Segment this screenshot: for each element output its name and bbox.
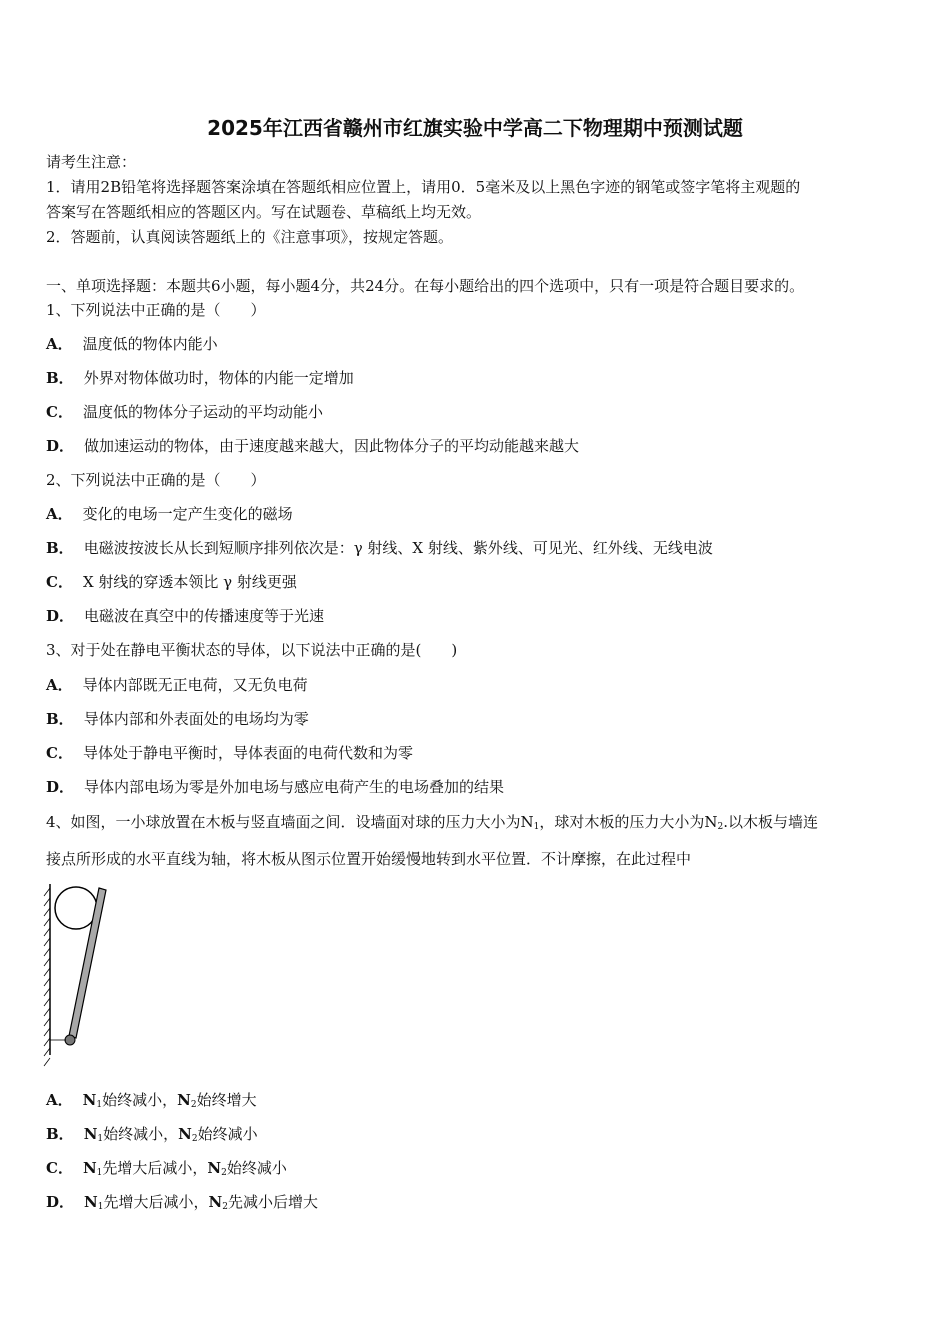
q2-option-d (46, 606, 324, 626)
option-label: C． (46, 403, 73, 421)
subscript: 1 (97, 1134, 104, 1144)
pivot (65, 1035, 75, 1045)
subscript: 2 (191, 1134, 198, 1144)
question-4-stem-line-2: 接点所形成的水平直线为轴，将木板从图示位置开始缓慢地转到水平位置．不计摩擦，在此过程中 (46, 850, 692, 868)
subscript: 1 (96, 1168, 103, 1178)
ball-board-wall-figure (36, 880, 116, 1075)
option-label: B． (46, 369, 74, 387)
page-title: 2025年江西省赣州市红旗实验中学高二下物理期中预测试题 (207, 116, 743, 140)
var-n: N (83, 1125, 98, 1143)
q3-option-c (46, 743, 413, 763)
option-label: D． (46, 437, 75, 455)
option-text: 导体内部电场为零是外加电场与感应电荷产生的电场叠加的结果 (84, 778, 505, 796)
q1-option-b (46, 368, 354, 388)
option-text: 始终减小 (226, 1159, 287, 1177)
notice-line-1a: 1．请用2B铅笔将选择题答案涂填在答题纸相应位置上，请用0．5毫米及以上黑色字迹的钢笔或签字笔将主观题的 (46, 178, 801, 196)
notice-line-2: 2．答题前，认真阅读答题纸上的《注意事项》，按规定答题。 (46, 228, 454, 246)
question-1-stem: 1、下列说法中正确的是（ ） (46, 301, 266, 319)
option-text: 做加速运动的物体，由于速度越来越大，因此物体分子的平均动能越来越大 (84, 437, 580, 455)
option-text: 导体处于静电平衡时，导体表面的电荷代数和为零 (82, 744, 413, 762)
option-text: 始终减小， (103, 1125, 179, 1143)
subscript: 2 (190, 1100, 197, 1110)
option-label: A． (46, 505, 73, 523)
option-text: 先增大后减小， (102, 1159, 208, 1177)
section-heading: 一、单项选择题：本题共6小题，每小题4分，共24分。在每小题给出的四个选项中，只有一项是符合题目要求的。 (46, 277, 805, 295)
var-n: N (207, 1159, 222, 1177)
option-text: 先增大后减小， (103, 1193, 209, 1211)
notice-heading: 请考生注意： (46, 153, 137, 171)
option-text: 电磁波在真空中的传播速度等于光速 (84, 607, 325, 625)
q1-option-c (46, 402, 323, 422)
question-2-stem: 2、下列说法中正确的是（ ） (46, 471, 266, 489)
q3-option-a (46, 675, 308, 695)
option-text: 导体内部既无正电荷，又无负电荷 (82, 676, 308, 694)
option-label: B． (46, 539, 74, 557)
subscript: 1 (96, 1100, 103, 1110)
subscript: 2 (717, 822, 724, 832)
var-n: N (208, 1193, 223, 1211)
option-label: D． (46, 778, 75, 796)
option-text: 先减小后增大 (227, 1193, 318, 1211)
option-text: 始终减小 (197, 1125, 258, 1143)
stem-part: ，球对木板的压力大小为N (539, 813, 718, 831)
option-text: 温度低的物体内能小 (82, 335, 218, 353)
stem-part: 4、如图，一小球放置在木板与竖直墙面之间．设墙面对球的压力大小为N (46, 813, 534, 831)
option-text: 导体内部和外表面处的电场均为零 (83, 710, 309, 728)
q4-option-c (46, 1158, 287, 1183)
option-label: A． (46, 335, 73, 353)
option-label: B． (46, 1125, 74, 1143)
ball (55, 887, 97, 929)
option-label: D． (46, 1193, 75, 1211)
option-text: 始终减小， (102, 1091, 178, 1109)
q4-option-a (46, 1090, 257, 1115)
option-text: 始终增大 (196, 1091, 257, 1109)
option-label: B． (46, 710, 74, 728)
q2-option-c (46, 572, 297, 592)
subscript: 2 (222, 1202, 228, 1212)
option-label: C． (46, 744, 73, 762)
option-text: X 射线的穿透本领比 γ 射线更强 (82, 573, 297, 591)
q1-option-a (46, 334, 218, 354)
option-text: 电磁波按波长从长到短顺序排列依次是：γ 射线、X 射线、紫外线、可见光、红外线、无线电波 (83, 539, 713, 557)
notice-line-1b: 答案写在答题纸相应的答题区内。写在试题卷、草稿纸上均无效。 (46, 203, 482, 221)
option-text: 变化的电场一定产生变化的磁场 (82, 505, 293, 523)
var-n: N (178, 1125, 192, 1143)
var-n: N (84, 1193, 98, 1211)
q1-option-d (46, 436, 579, 456)
q3-option-b (46, 709, 309, 729)
q3-option-d (46, 777, 504, 797)
q4-option-b (46, 1124, 258, 1149)
option-text: 外界对物体做功时，物体的内能一定增加 (83, 369, 354, 387)
var-n: N (82, 1159, 97, 1177)
subscript: 2 (221, 1168, 227, 1178)
question-3-stem: 3、对于处在静电平衡状态的导体，以下说法中正确的是( ) (46, 641, 458, 659)
q2-option-b (46, 538, 713, 558)
subscript: 1 (533, 822, 540, 832)
q2-option-a (46, 504, 293, 524)
q4-option-d (46, 1192, 318, 1217)
option-label: C． (46, 1159, 73, 1177)
wall-hatching (44, 888, 50, 1066)
question-4-stem-line-1 (46, 812, 818, 837)
option-text: 温度低的物体分子运动的平均动能小 (82, 403, 323, 421)
subscript: 1 (97, 1202, 104, 1212)
option-label: C． (46, 573, 73, 591)
option-label: D． (46, 607, 75, 625)
var-n: N (177, 1091, 191, 1109)
option-label: A． (46, 1091, 73, 1109)
var-n: N (82, 1091, 97, 1109)
option-label: A． (46, 676, 73, 694)
stem-part: .以木板与墙连 (723, 813, 819, 831)
